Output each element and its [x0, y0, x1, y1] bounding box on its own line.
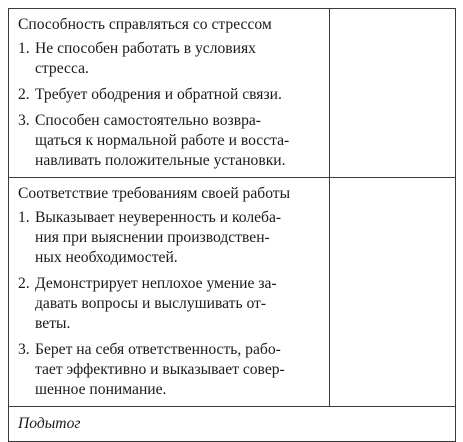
option-list: [18, 208, 321, 400]
option-number: 2.: [18, 275, 30, 292]
option-text: Берет на себя ответственность, рабо- тает эффективно и выказывает совер- шенное понимание.: [35, 341, 285, 398]
option-number: 1.: [18, 209, 30, 226]
option-item: [18, 39, 321, 79]
option-text: Требует ободрения и обратной связи.: [35, 86, 282, 103]
option-text: Способен самостоятельно возвра- щаться к нормальной работе и восста- навливать положительные установки.: [35, 112, 290, 169]
score-cell[interactable]: [330, 178, 456, 407]
option-number: 2.: [18, 86, 30, 103]
criterion-row-stress: [9, 9, 456, 178]
option-item: [18, 85, 321, 105]
option-item: [18, 111, 321, 171]
subtotal-row: [9, 407, 456, 442]
criterion-title: Соответствие требованиям своей работы: [18, 185, 291, 202]
subtotal-cell: [9, 407, 456, 442]
criterion-title: Способность справляться со стрессом: [18, 16, 272, 33]
option-number: 1.: [18, 40, 30, 57]
option-item: [18, 340, 321, 400]
option-list: [18, 39, 321, 171]
option-text: Не способен работать в условиях стресса.: [35, 40, 256, 77]
option-text: Выказывает неуверенность и колеба- ния при выяснении производствен- ных необходимостей.: [35, 209, 282, 266]
option-text: Демонстрирует неплохое умение за- давать вопросы и выслушивать от- веты.: [35, 275, 277, 332]
criterion-row-job-requirements: [9, 178, 456, 407]
score-cell[interactable]: [330, 9, 456, 178]
evaluation-table: [8, 8, 456, 442]
criterion-cell: [9, 178, 330, 407]
criterion-cell: [9, 9, 330, 178]
option-number: 3.: [18, 341, 30, 358]
option-item: [18, 208, 321, 268]
option-number: 3.: [18, 112, 30, 129]
option-item: [18, 274, 321, 334]
subtotal-label: Подытог: [18, 415, 81, 432]
